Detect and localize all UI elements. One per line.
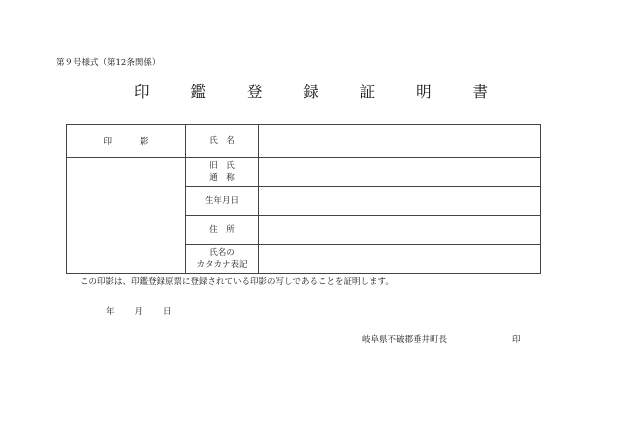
certification-text: この印影は、印鑑登録原票に登録されている印影の写しであることを証明します。: [80, 277, 394, 287]
alias-label: 通 称: [209, 173, 235, 183]
kana-label-line1: 氏名の: [209, 248, 235, 258]
seal-registration-table: [66, 124, 541, 274]
issue-date: [106, 305, 172, 317]
former-name-label: 旧 氏: [209, 161, 235, 171]
name-label: 氏 名: [186, 125, 259, 158]
former-name-alias-label: [186, 158, 259, 187]
seal-impression-area: [67, 158, 186, 274]
address-label: 住 所: [186, 216, 259, 245]
birthdate-value-cell: [259, 187, 541, 216]
date-day: 日: [163, 307, 172, 317]
name-value-cell: [259, 125, 541, 158]
kana-name-label: [186, 245, 259, 274]
date-month: 月: [134, 307, 144, 317]
form-number: 第９号様式（第12条関係）: [56, 58, 161, 68]
birthdate-label: 生年月日: [186, 187, 259, 216]
seal-impression-header: [67, 125, 186, 158]
former-name-alias-value-cell: [259, 158, 541, 187]
issuer-name: 岐阜県不破郡垂井町長: [362, 335, 448, 345]
address-value-cell: [259, 216, 541, 245]
document-title: 印 鑑 登 録 証 明 書: [133, 83, 507, 101]
seal-label-left: 印: [103, 137, 112, 147]
official-seal-mark: 印: [512, 335, 521, 345]
date-year: 年: [106, 307, 115, 317]
seal-label-right: 影: [140, 137, 149, 147]
kana-name-value-cell: [259, 245, 541, 274]
kana-label-line2: カタカナ表記: [196, 260, 248, 270]
